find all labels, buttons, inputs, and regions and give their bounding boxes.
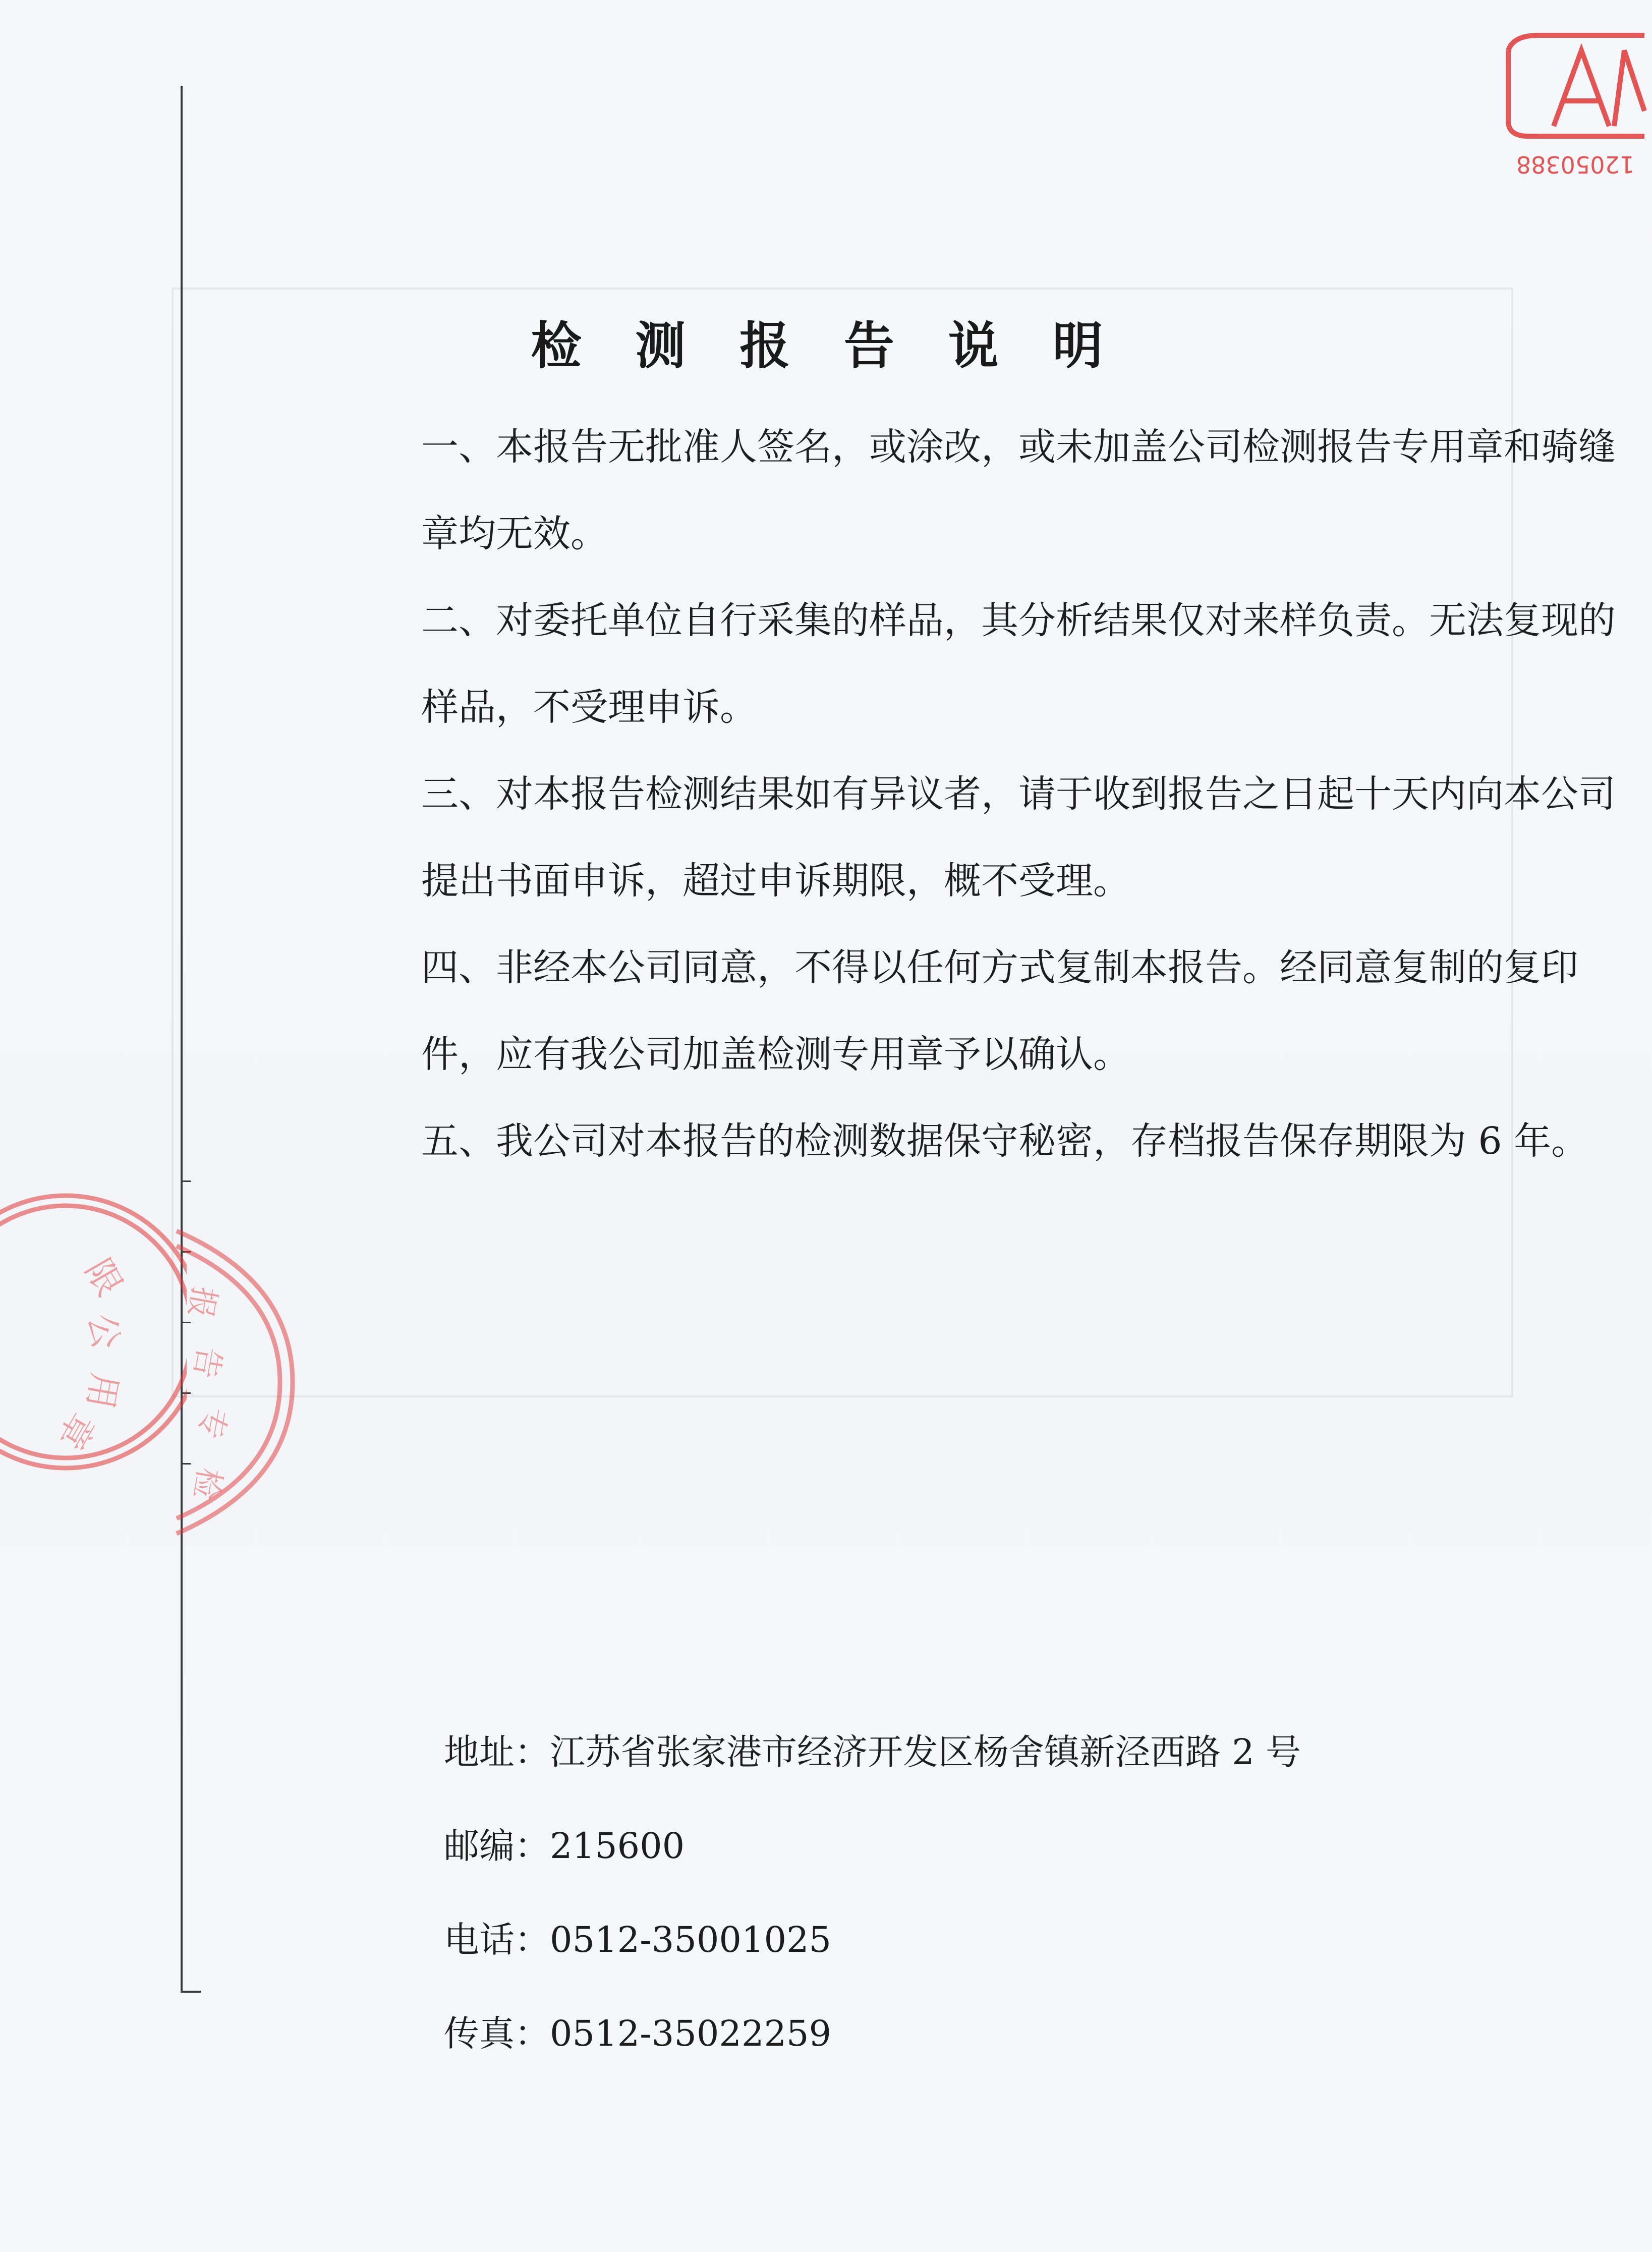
address-value: 江苏省张家港市经济开发区杨舍镇新泾西路 2 号 bbox=[550, 1731, 1301, 1773]
report-clauses bbox=[421, 404, 1642, 1185]
riding-seal-icon bbox=[166, 1211, 303, 1554]
postcode-value: 215600 bbox=[550, 1825, 685, 1867]
svg-text:专: 专 bbox=[191, 1404, 234, 1442]
svg-text:章: 章 bbox=[49, 1405, 103, 1457]
cma-seal-number: 12050388 bbox=[1516, 151, 1634, 178]
phone-label: 电话： bbox=[444, 1919, 550, 1960]
phone-value: 0512-35001025 bbox=[550, 1919, 832, 1960]
clause-4: 四、非经本公司同意，不得以任何方式复制本报告。经同意复制的复印件，应有我公司加盖检测专用章予以确认。 bbox=[421, 946, 1578, 1076]
clause-2: 二、对委托单位自行采集的样品，其分析结果仅对来样负责。无法复现的样品，不受理申诉。 bbox=[421, 599, 1616, 729]
clause-1: 一、本报告无批准人签名，或涂改，或未加盖公司检测报告专用章和骑缝章均无效。 bbox=[421, 425, 1616, 555]
fax-value: 0512-35022259 bbox=[550, 2013, 832, 2054]
fax-label: 传真： bbox=[444, 2013, 550, 2054]
contact-info bbox=[444, 1705, 1604, 2080]
postcode-label: 邮编： bbox=[444, 1825, 550, 1867]
cma-seal-icon bbox=[1493, 20, 1652, 182]
svg-text:用: 用 bbox=[79, 1370, 126, 1412]
postcode-row bbox=[444, 1799, 1604, 1893]
svg-text:检: 检 bbox=[186, 1465, 229, 1503]
address-label: 地址： bbox=[444, 1731, 550, 1773]
svg-text:限: 限 bbox=[77, 1252, 131, 1304]
company-seal-icon bbox=[0, 1175, 187, 1488]
svg-text:报: 报 bbox=[181, 1283, 223, 1321]
svg-text:公: 公 bbox=[80, 1310, 128, 1353]
svg-text:告: 告 bbox=[186, 1344, 229, 1382]
clause-5: 五、我公司对本报告的检测数据保守秘密，存档报告保存期限为 6 年。 bbox=[421, 1119, 1589, 1163]
binding-margin-foot bbox=[181, 1991, 201, 1993]
address-row bbox=[444, 1705, 1604, 1799]
fax-row bbox=[444, 1987, 1604, 2080]
page-title: 检 测 报 告 说 明 bbox=[531, 316, 1121, 375]
clause-3: 三、对本报告检测结果如有异议者，请于收到报告之日起十天内向本公司提出书面申诉，超过申诉期限，概不受理。 bbox=[421, 772, 1616, 903]
phone-row bbox=[444, 1893, 1604, 1987]
